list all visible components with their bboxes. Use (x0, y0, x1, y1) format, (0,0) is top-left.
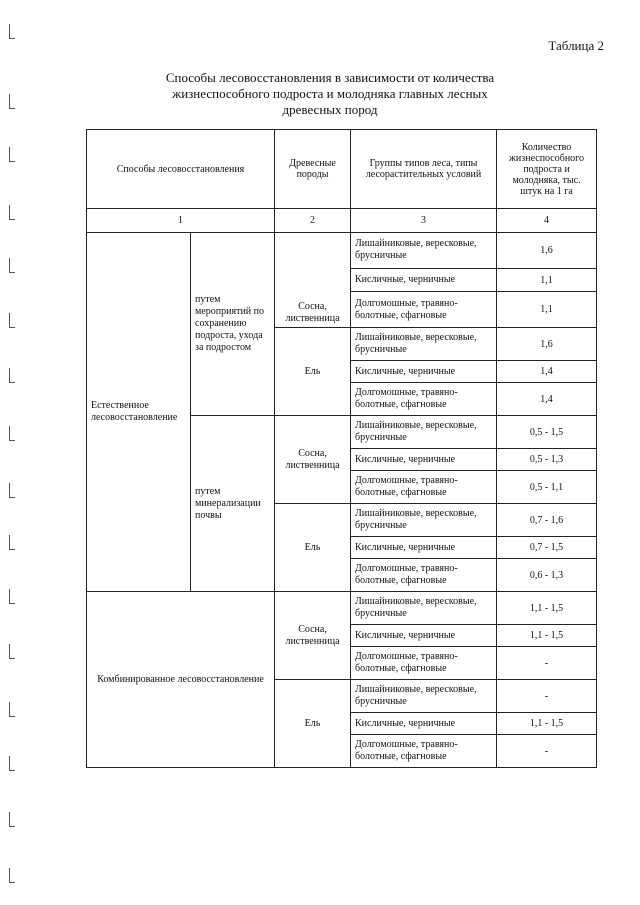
value-cell: 0,6 - 1,3 (497, 559, 597, 592)
column-number: 1 (87, 209, 275, 233)
condition-cell: Кисличные, черничные (351, 449, 497, 471)
species-spruce: Ель (275, 504, 351, 592)
binding-mark (9, 812, 15, 827)
column-number: 2 (275, 209, 351, 233)
table-row (87, 592, 597, 625)
submethod-mineralization: путем минерализации почвы (191, 416, 275, 592)
value-cell: 0,5 - 1,3 (497, 449, 597, 471)
value-cell: 0,5 - 1,1 (497, 471, 597, 504)
species-pine: Сосна, лиственница (275, 233, 351, 328)
binding-mark (9, 426, 15, 441)
binding-mark (9, 258, 15, 273)
value-cell: 1,6 (497, 328, 597, 361)
table-title (150, 70, 510, 118)
binding-mark (9, 94, 15, 109)
condition-cell: Кисличные, черничные (351, 713, 497, 735)
condition-cell: Лишайниковые, вересковые, брусничные (351, 504, 497, 537)
method-combined: Комбинированное лесовосстановление (87, 592, 275, 768)
table-number: Таблица 2 (548, 38, 604, 53)
title-line: Способы лесовосстановления в зависимости от количества (165, 70, 495, 85)
value-cell: - (497, 647, 597, 680)
condition-cell: Кисличные, черничные (351, 361, 497, 383)
value-cell: 1,1 - 1,5 (497, 592, 597, 625)
value-cell: 1,6 (497, 233, 597, 269)
condition-cell: Долгомошные, травяно-болотные, сфагновые (351, 383, 497, 416)
binding-mark (9, 589, 15, 604)
value-cell: 1,1 (497, 268, 597, 292)
condition-cell: Кисличные, черничные (351, 537, 497, 559)
binding-mark (9, 368, 15, 383)
value-cell: 0,5 - 1,5 (497, 416, 597, 449)
value-cell: 0,7 - 1,6 (497, 504, 597, 537)
binding-mark (9, 24, 15, 39)
condition-cell: Долгомошные, травяно-болотные, сфагновые (351, 735, 497, 768)
submethod-preserve: путем мероприятий по сохранению подроста, ухода за подростом (191, 233, 275, 416)
species-spruce: Ель (275, 328, 351, 416)
value-cell: 1,1 - 1,5 (497, 625, 597, 647)
column-number: 3 (351, 209, 497, 233)
header-row (87, 130, 597, 209)
species-pine: Сосна, лиственница (275, 592, 351, 680)
condition-cell: Лишайниковые, вересковые, брусничные (351, 233, 497, 269)
table-row (87, 233, 597, 269)
value-cell: 1,4 (497, 361, 597, 383)
binding-mark (9, 483, 15, 498)
condition-cell: Долгомошные, травяно-болотные, сфагновые (351, 471, 497, 504)
binding-mark (9, 313, 15, 328)
header-species: Древесные породы (275, 130, 351, 209)
binding-mark (9, 205, 15, 220)
condition-cell: Лишайниковые, вересковые, брусничные (351, 416, 497, 449)
condition-cell: Лишайниковые, вересковые, брусничные (351, 328, 497, 361)
condition-cell: Долгомошные, травяно-болотные, сфагновые (351, 647, 497, 680)
condition-cell: Долгомошные, травяно-болотные, сфагновые (351, 292, 497, 328)
condition-cell: Кисличные, черничные (351, 268, 497, 292)
column-number: 4 (497, 209, 597, 233)
column-number-row (87, 209, 597, 233)
title-line: древесных пород (282, 102, 378, 117)
value-cell: - (497, 735, 597, 768)
binding-mark (9, 147, 15, 162)
binding-mark (9, 535, 15, 550)
header-methods: Способы лесовосстановления (87, 130, 275, 209)
value-cell: 1,1 (497, 292, 597, 328)
value-cell: 0,7 - 1,5 (497, 537, 597, 559)
value-cell: 1,1 - 1,5 (497, 713, 597, 735)
method-natural: Естественное лесовосстановление (87, 233, 191, 592)
reforestation-table (86, 129, 597, 768)
species-spruce: Ель (275, 680, 351, 768)
value-cell: 1,4 (497, 383, 597, 416)
condition-cell: Лишайниковые, вересковые, брусничные (351, 680, 497, 713)
condition-cell: Лишайниковые, вересковые, брусничные (351, 592, 497, 625)
header-forest-groups: Группы типов леса, типы лесорастительных условий (351, 130, 497, 209)
binding-mark (9, 644, 15, 659)
condition-cell: Долгомошные, травяно-болотные, сфагновые (351, 559, 497, 592)
species-pine: Сосна, лиственница (275, 416, 351, 504)
binding-mark (9, 756, 15, 771)
condition-cell: Кисличные, черничные (351, 625, 497, 647)
binding-mark (9, 868, 15, 883)
value-cell: - (497, 680, 597, 713)
title-line: жизнеспособного подроста и молодняка главных лесных (172, 86, 488, 101)
binding-mark (9, 702, 15, 717)
header-quantity: Количество жизнеспособного подроста и молодняка, тыс. штук на 1 га (497, 130, 597, 209)
